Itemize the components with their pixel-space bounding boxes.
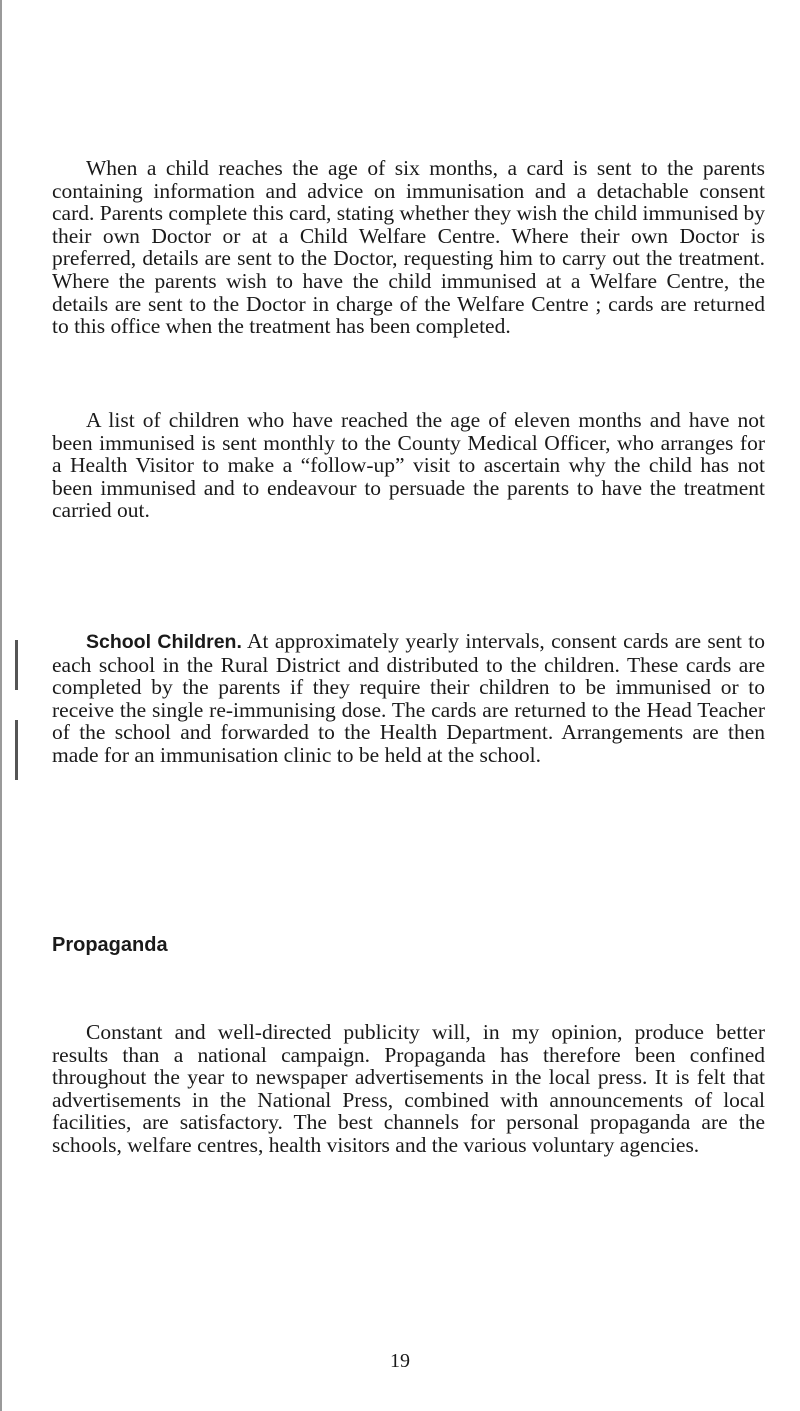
section-heading-propaganda: Propaganda <box>52 934 168 956</box>
margin-mark <box>15 720 18 780</box>
paragraph-immunisation-card: When a child reaches the age of six months, a card is sent to the parents containing information and advice on immunisation and a detachable consent card. Parents complete this card, stating whether they wish the child immunised by their own Doctor or at a Child Welfare Centre. Where their own Doctor is preferred, details are sent to the Doctor, requesting him to carry out the treatment. Where the parents wish to have the child immunised at a Welfare Centre, the details are sent to the Doctor in charge of the Welfare Centre ; cards are returned to this office when the treatment has been completed. <box>52 156 765 339</box>
paragraph-follow-up: A list of children who have reached the age of eleven months and have not been immunised is sent monthly to the County Medical Officer, who arranges for a Health Visitor to make a “follow-up” visit to ascertain why the child has not been immunised and to endeavour to persuade the parents to have the treatment carried out. <box>52 408 765 523</box>
page-edge-rule <box>0 0 2 1411</box>
run-in-heading-school-children: School Children. <box>86 631 242 653</box>
page-number: 19 <box>390 1350 410 1372</box>
paragraph-propaganda: Constant and well-directed publicity will, in my opinion, produce better results than a national campaign. Propaganda has therefore been confined throughout the year to newspaper advertisements in the local press. It is felt that advertisements in the National Press, combined with announcements of local facilities, are satisfactory. The best channels for personal propaganda are the schools, welfare centres, health visitors and the various voluntary agencies. <box>52 1020 765 1157</box>
school-children-body: At approximately yearly intervals, consent cards are sent to each school in the Rural District and distributed to the children. These cards are completed by the parents if they require their children to be immunised or to receive the single re-immunising dose. The cards are returned to the Head Teacher of the school and forwarded to the Health Department. Arrangements are then made for an immunisation clinic to be held at the school. <box>52 629 765 767</box>
margin-mark <box>15 640 18 690</box>
paragraph-school-children <box>52 630 765 767</box>
